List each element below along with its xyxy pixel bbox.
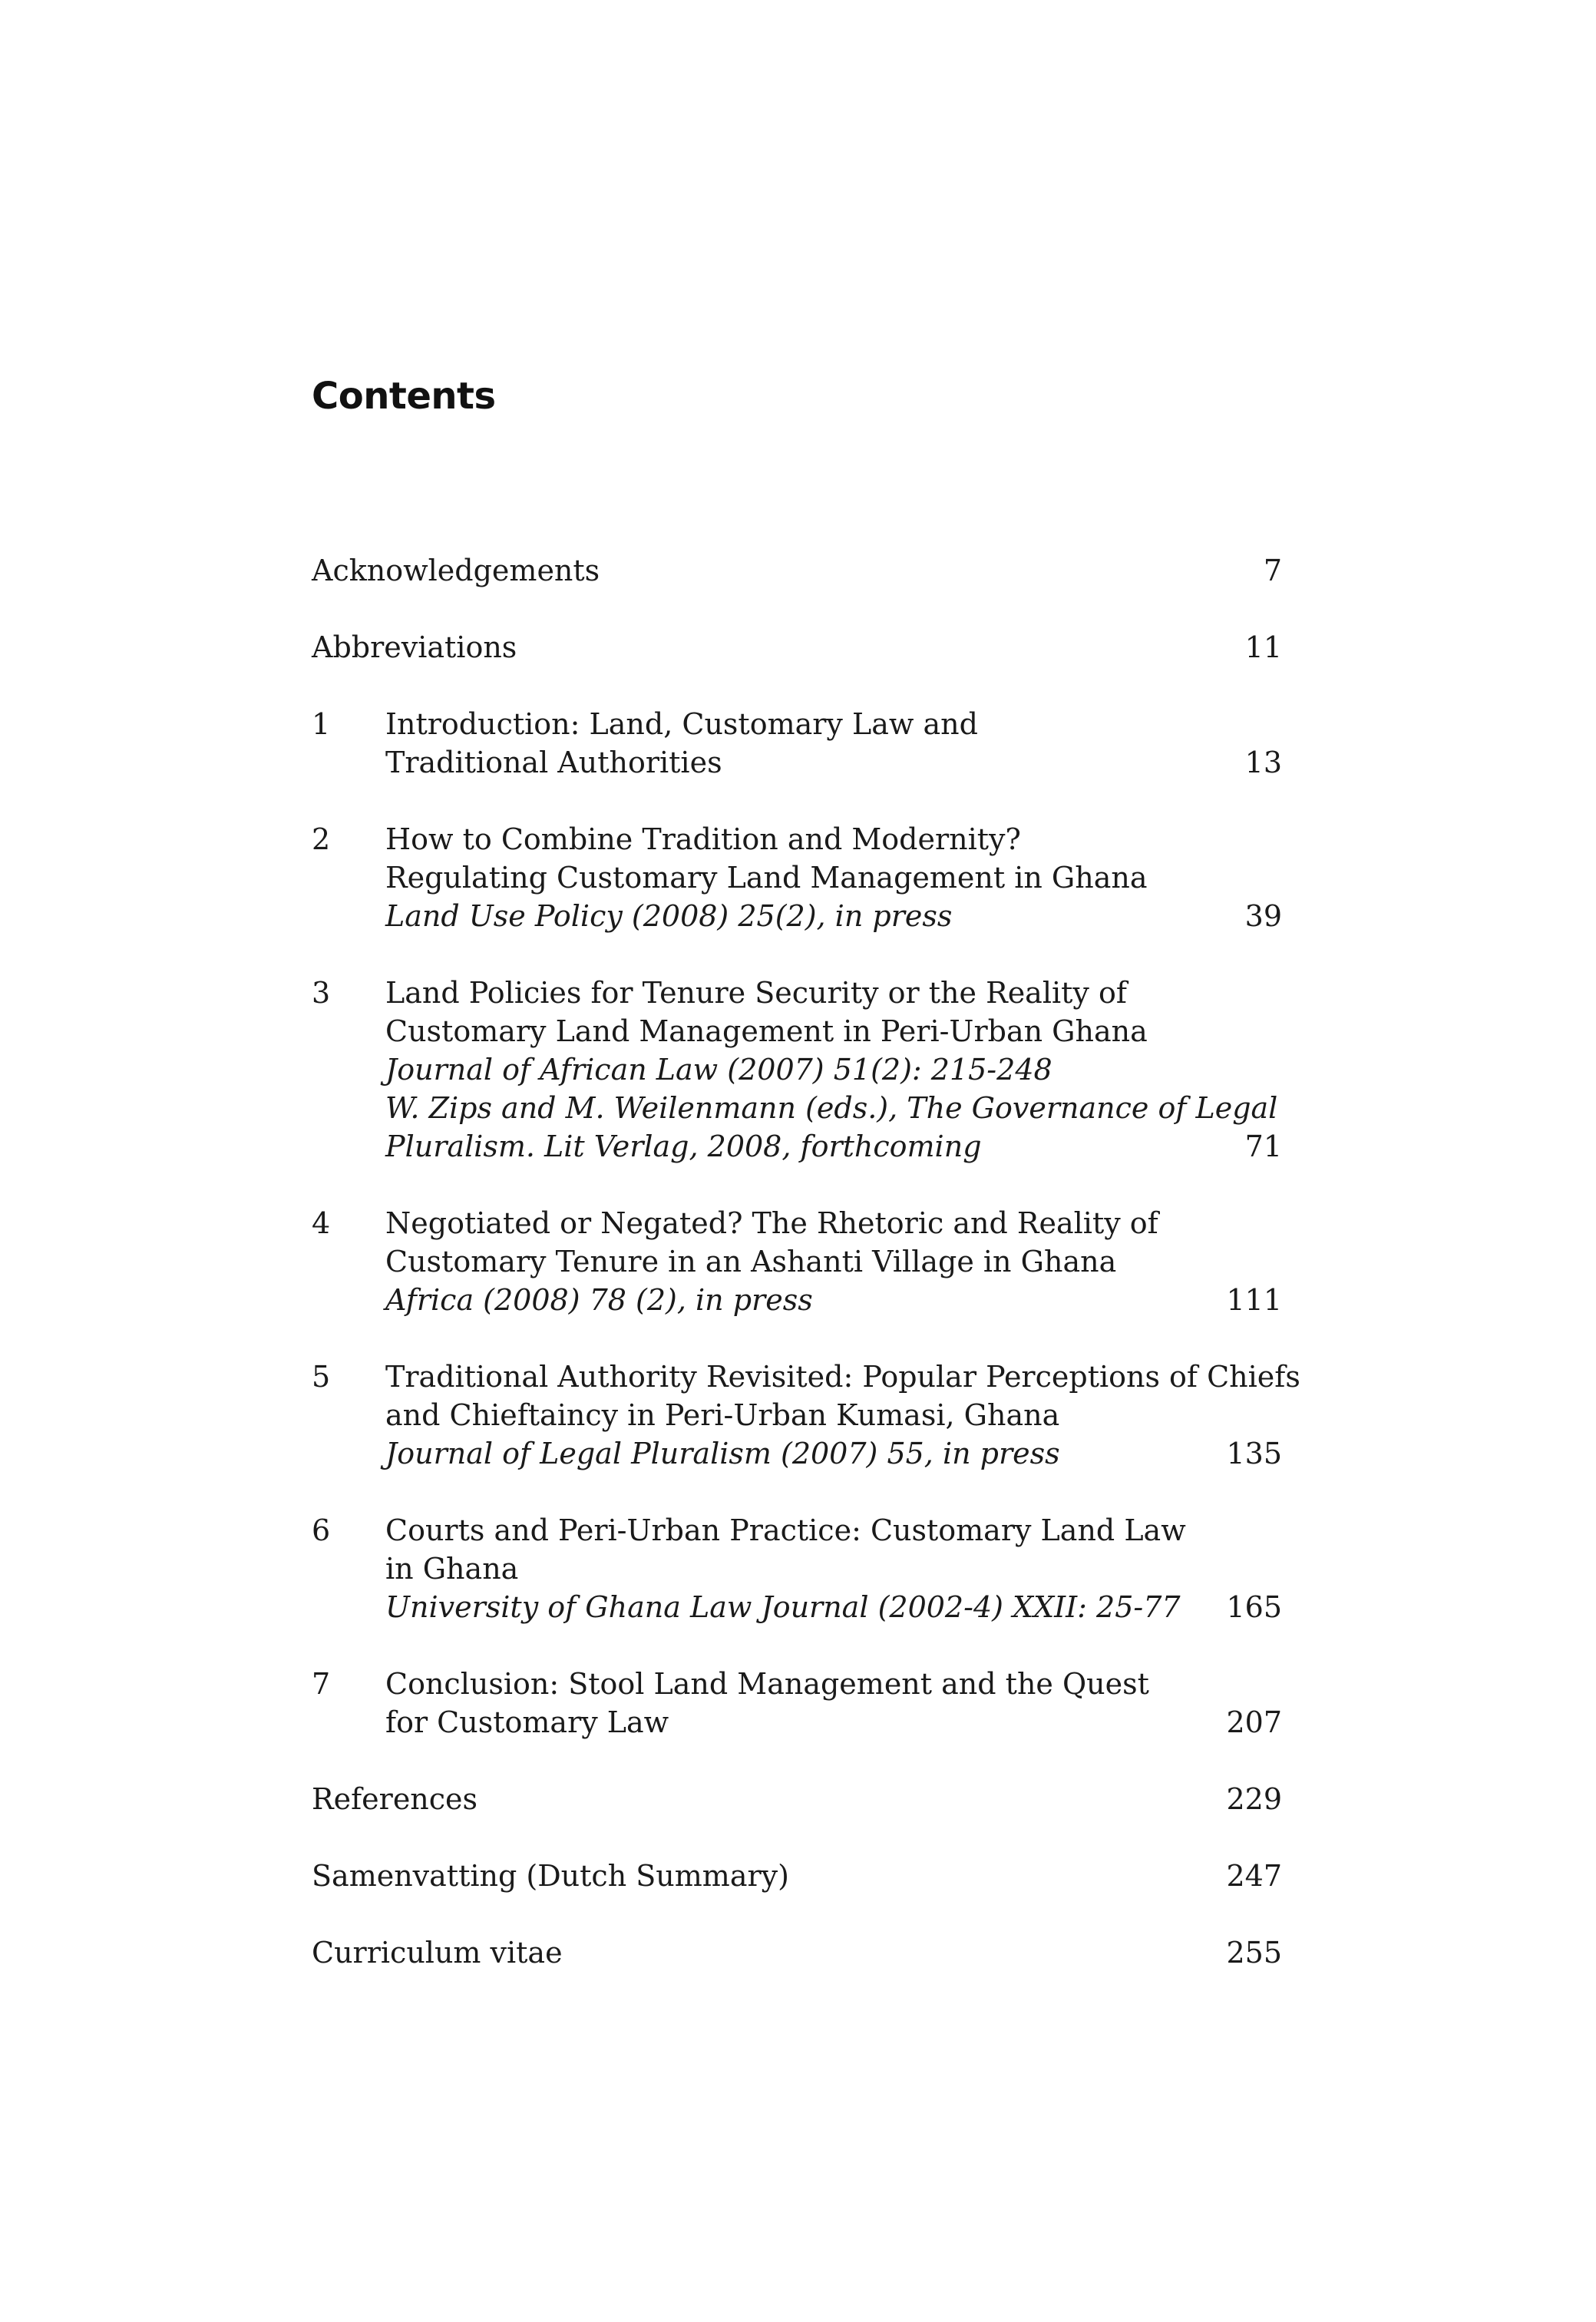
- chapter-title-line: How to Combine Tradition and Modernity?: [385, 822, 1021, 856]
- chapter-title-line: Customary Land Management in Peri-Urban Ghana: [385, 1014, 1148, 1048]
- chapter-title-line: Introduction: Land, Customary Law and: [385, 707, 978, 741]
- chapter-source-line: Journal of Legal Pluralism (2007) 55, in press: [385, 1437, 1060, 1470]
- toc-entry-abbreviations[interactable]: [312, 628, 1282, 666]
- chapter-title-line: Courts and Peri-Urban Practice: Customary Land Law: [385, 1513, 1186, 1547]
- chapter-title-line: Traditional Authority Revisited: Popular Perceptions of Chiefs: [385, 1360, 1300, 1394]
- page-title: Contents: [312, 375, 496, 418]
- toc-entry-label: Abbreviations: [312, 630, 517, 664]
- toc-entry-references[interactable]: [312, 1780, 1282, 1818]
- toc-page-number: 165: [1226, 1590, 1282, 1624]
- chapter-number: 3: [312, 976, 331, 1010]
- toc-page-number: 207: [1226, 1705, 1282, 1739]
- table-of-contents: [312, 551, 1300, 2010]
- toc-entry-chapter-3[interactable]: [312, 974, 1282, 1166]
- chapter-source-line: University of Ghana Law Journal (2002-4) XXII: 25-77: [385, 1590, 1181, 1624]
- toc-page-number: 135: [1226, 1437, 1282, 1470]
- toc-page-number: 71: [1244, 1130, 1282, 1163]
- chapter-title-line: Customary Tenure in an Ashanti Village in Ghana: [385, 1245, 1117, 1278]
- chapter-title-line: Land Policies for Tenure Security or the Reality of: [385, 976, 1127, 1010]
- toc-page-number: 255: [1226, 1936, 1282, 1970]
- toc-page-number: 229: [1226, 1782, 1282, 1816]
- chapter-source-line: Pluralism. Lit Verlag, 2008, forthcoming: [385, 1130, 982, 1163]
- chapter-number: 2: [312, 822, 331, 856]
- chapter-title-line: Regulating Customary Land Management in Ghana: [385, 861, 1148, 895]
- toc-entry-samenvatting[interactable]: [312, 1857, 1282, 1895]
- chapter-number: 6: [312, 1513, 331, 1547]
- toc-page-number: 13: [1244, 746, 1282, 779]
- chapter-number: 1: [312, 707, 331, 741]
- chapter-number: 7: [312, 1667, 331, 1701]
- toc-entry-label: References: [312, 1782, 478, 1816]
- toc-entry-chapter-2[interactable]: [312, 820, 1282, 935]
- toc-entry-chapter-7[interactable]: [312, 1665, 1282, 1742]
- toc-page-number: 11: [1244, 630, 1282, 664]
- chapter-source-line: Journal of African Law (2007) 51(2): 215-248: [385, 1053, 1052, 1087]
- chapter-title-line: in Ghana: [385, 1552, 519, 1586]
- chapter-title-line: Negotiated or Negated? The Rhetoric and Reality of: [385, 1206, 1158, 1240]
- toc-page-number: 39: [1244, 899, 1282, 933]
- toc-page-number: 111: [1226, 1283, 1282, 1317]
- chapter-source-line: Africa (2008) 78 (2), in press: [385, 1283, 813, 1317]
- toc-page-number: 7: [1263, 554, 1282, 587]
- chapter-title-line: Traditional Authorities: [385, 746, 722, 779]
- chapter-title-line: for Customary Law: [385, 1705, 669, 1739]
- toc-entry-label: Curriculum vitae: [312, 1936, 563, 1970]
- toc-entry-chapter-4[interactable]: [312, 1204, 1282, 1319]
- chapter-source-line: Land Use Policy (2008) 25(2), in press: [385, 899, 953, 933]
- toc-entry-label: Acknowledgements: [312, 554, 600, 587]
- toc-entry-curriculum-vitae[interactable]: [312, 1933, 1282, 1972]
- toc-entry-label: Samenvatting (Dutch Summary): [312, 1859, 789, 1893]
- chapter-title-line: and Chieftaincy in Peri-Urban Kumasi, Ghana: [385, 1398, 1060, 1432]
- toc-entry-chapter-5[interactable]: [312, 1358, 1300, 1473]
- chapter-number: 5: [312, 1360, 331, 1394]
- chapter-source-line: W. Zips and M. Weilenmann (eds.), The Governance of Legal: [385, 1091, 1278, 1125]
- toc-entry-chapter-6[interactable]: [312, 1511, 1282, 1626]
- toc-entry-chapter-1[interactable]: [312, 705, 1282, 782]
- chapter-number: 4: [312, 1206, 331, 1240]
- toc-page-number: 247: [1226, 1859, 1282, 1893]
- toc-entry-acknowledgements[interactable]: [312, 551, 1282, 590]
- chapter-title-line: Conclusion: Stool Land Management and the Quest: [385, 1667, 1149, 1701]
